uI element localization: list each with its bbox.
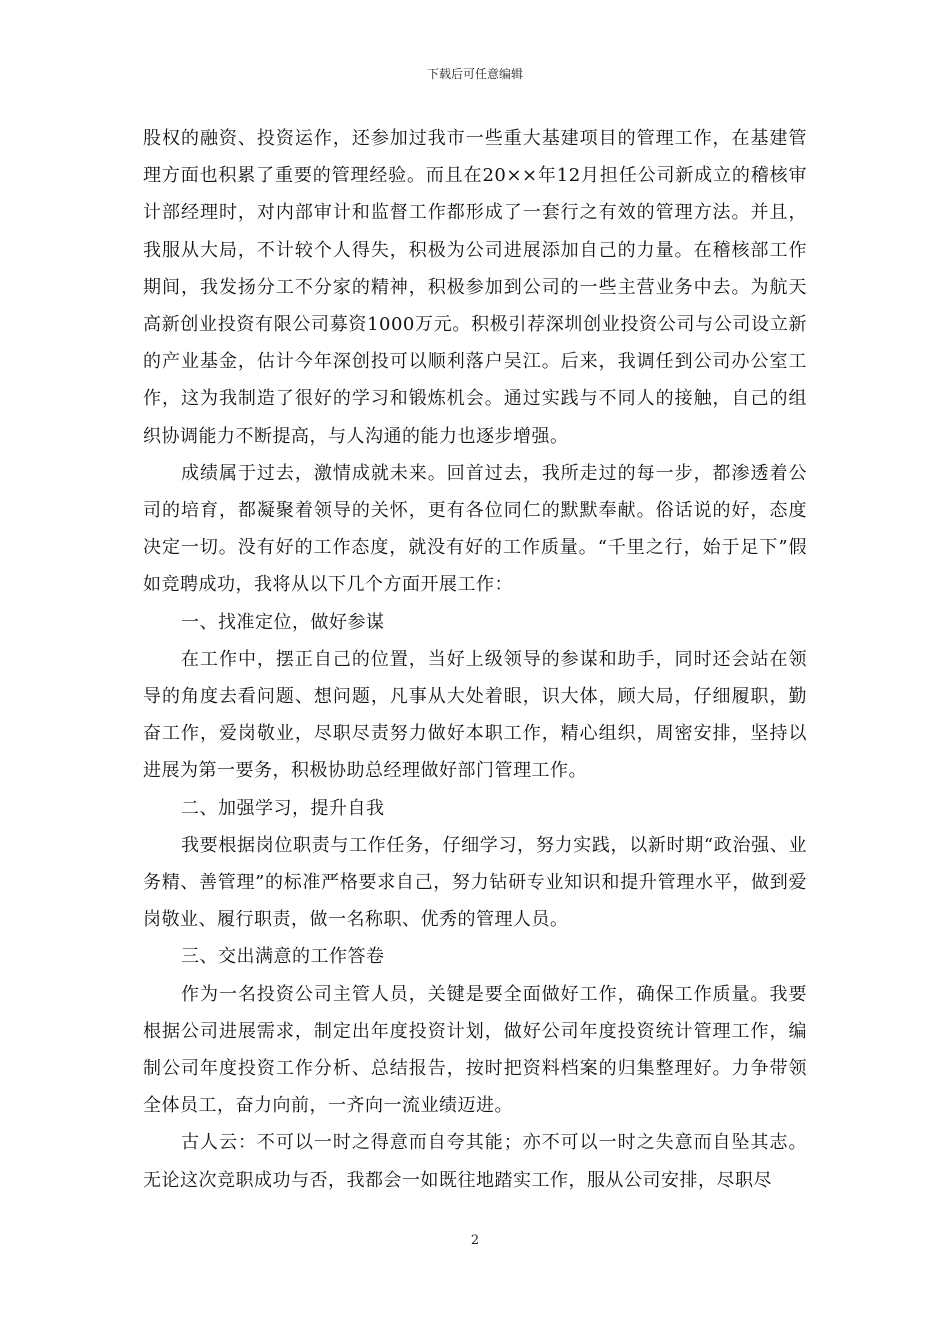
paragraph-closing: 古人云：不可以一时之得意而自夸其能；亦不可以一时之失意而自坠其志。无论这次竞职成功与否，我都会一如既往地踏实工作，服从公司安排，尽职尽 bbox=[143, 1132, 807, 1191]
paragraph-learning: 我要根据岗位职责与工作任务，仔细学习，努力实践，以新时期“政治强、业务精、善管理”的标准严格要求自己，努力钻研专业知识和提升管理水平，做到爱岗敬业、履行职责，做一名称职、优秀的管理人员。 bbox=[143, 834, 807, 931]
paragraph-positioning: 在工作中，摆正自己的位置，当好上级领导的参谋和助手，同时还会站在领导的角度去看问题、想问题，凡事从大处着眼，识大体，顾大局，仔细履职，勤奋工作，爱岗敬业，尽职尽责努力做好本职工作，精心组织，周密安排，坚持以进展为第一要务，积极协助总经理做好部门管理工作。 bbox=[143, 648, 807, 782]
page-number: 2 bbox=[470, 1233, 480, 1248]
document-body bbox=[143, 120, 807, 1199]
section-heading-1: 一、找准定位，做好参谋 bbox=[181, 611, 385, 633]
page-header: 下载后可任意编辑 bbox=[426, 67, 523, 81]
paragraph-continued: 股权的融资、投资运作，还参加过我市一些重大基建项目的管理工作，在基建管理方面也积累了重要的管理经验。而且在20××年12月担任公司新成立的稽核审计部经理时，对内部审计和监督工作都形成了一套行之有效的管理方法。并且，我服从大局，不计较个人得失，积极为公司进展添加自己的力量。在稽核部工作期间，我发扬分工不分家的精神，积极参加到公司的一些主营业务中去。为航天高新创业投资有限公司募资1000万元。积极引荐深圳创业投资公司与公司设立新的产业基金，估计今年深创投可以顺利落户吴江。后来，我调任到公司办公室工作，这为我制造了很好的学习和锻炼机会。通过实践与不同人的接触，自己的组织协调能力不断提高，与人沟通的能力也逐步增强。 bbox=[143, 128, 807, 447]
section-heading-3: 三、交出满意的工作答卷 bbox=[181, 946, 385, 968]
paragraph-achievements: 成绩属于过去，激情成就未来。回首过去，我所走过的每一步，都渗透着公司的培育，都凝聚着领导的关怀，更有各位同仁的默默奉献。俗话说的好，态度决定一切。没有好的工作态度，就没有好的工作质量。“千里之行，始于足下”假如竞聘成功，我将从以下几个方面开展工作： bbox=[143, 462, 807, 596]
section-heading-2: 二、加强学习，提升自我 bbox=[181, 797, 385, 819]
paragraph-work-plan: 作为一名投资公司主管人员，关键是要全面做好工作，确保工作质量。我要根据公司进展需求，制定出年度投资计划，做好公司年度投资统计管理工作，编制公司年度投资工作分析、总结报告，按时把资料档案的归集整理好。力争带领全体员工，奋力向前，一齐向一流业绩迈进。 bbox=[143, 983, 807, 1117]
